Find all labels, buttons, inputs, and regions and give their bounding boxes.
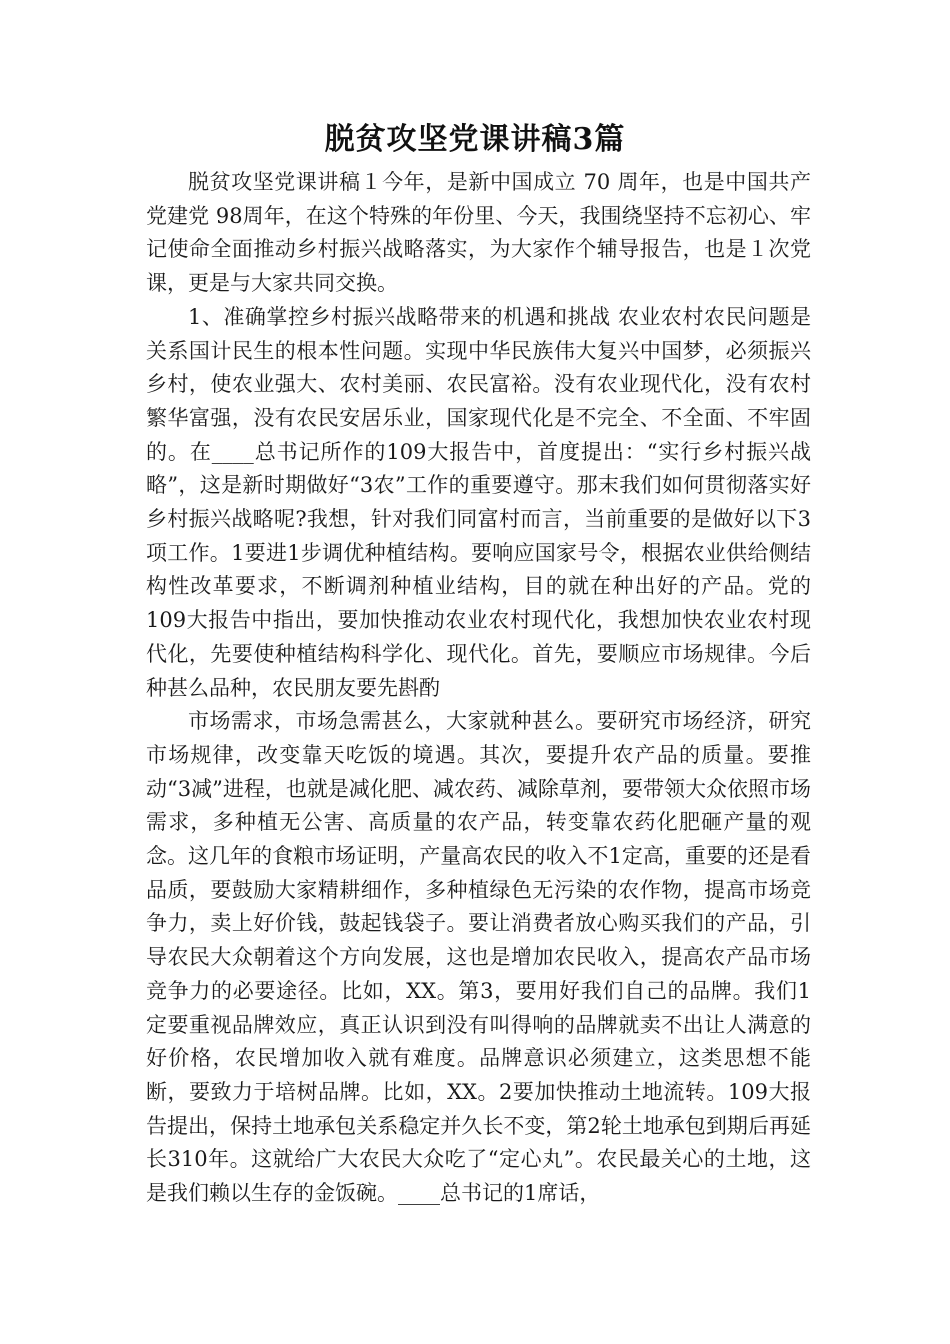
document-body	[146, 166, 811, 1211]
paragraph-market: 市场需求，市场急需甚么，大家就种甚么。要研究市场经济，研究市场规律，改变靠天吃饭的境遇。其次，要提升农产品的质量。要推动“3减”进程，也就是减化肥、减农药、减除草剂，要带领大众依照市场需求，多种植无公害、高质量的农产品，转变靠农药化肥砸产量的观念。这几年的食粮市场证明，产量高农民的收入不1定高，重要的还是看品质，要鼓励大家精耕细作，多种植绿色无污染的农作物，提高市场竞争力，卖上好价钱，鼓起钱袋子。要让消费者放心购买我们的产品，引导农民大众朝着这个方向发展，这也是增加农民收入，提高农产品市场竞争力的必要途径。比如，XX。第3，要用好我们自己的品牌。我们1定要重视品牌效应，真正认识到没有叫得响的品牌就卖不出让人满意的好价格，农民增加收入就有难度。品牌意识必须建立，这类思想不能断，要致力于培树品牌。比如，XX。2要加快推动土地流转。109大报告提出，保持土地承包关系稳定并久长不变，第2轮土地承包到期后再延长310年。这就给广大农民大众吃了“定心丸”。农民最关心的土地，这是我们赖以生存的金饭碗。____总书记的1席话，	[146, 709, 811, 1206]
paragraph-section-1: 1、准确掌控乡村振兴战略带来的机遇和挑战 农业农村农民问题是关系国计民生的根本性问题。实现中华民族伟大复兴中国梦，必须振兴乡村，使农业强大、农村美丽、农民富裕。没有农业现代化，没有农村繁华富强，没有农民安居乐业，国家现代化是不完全、不全面、不牢固的。在____总书记所作的109大报告中，首度提出：“实行乡村振兴战略”，这是新时期做好“3农”工作的重要遵守。那末我们如何贯彻落实好乡村振兴战略呢?我想，针对我们同富村而言，当前重要的是做好以下3项工作。1要进1步调优种植结构。要响应国家号令，根据农业供给侧结构性改革要求，不断调剂种植业结构，目的就在种出好的产品。党的109大报告中指出，要加快推动农业农村现代化，我想加快农业农村现代化，先要使种植结构科学化、现代化。首先，要顺应市场规律。今后种甚么品种，农民朋友要先斟酌	[146, 304, 811, 700]
paragraph-intro: 脱贫攻坚党课讲稿１今年，是新中国成立 70 周年，也是中国共产党建党 98周年，在这个特殊的年份里、今天，我围绕坚持不忘初心、牢记使命全面推动乡村振兴战略落实，为大家作个辅导报告，也是１次党课，更是与大家共同交换。	[146, 170, 811, 296]
document-title: 脱贫攻坚党课讲稿3篇	[324, 122, 626, 157]
